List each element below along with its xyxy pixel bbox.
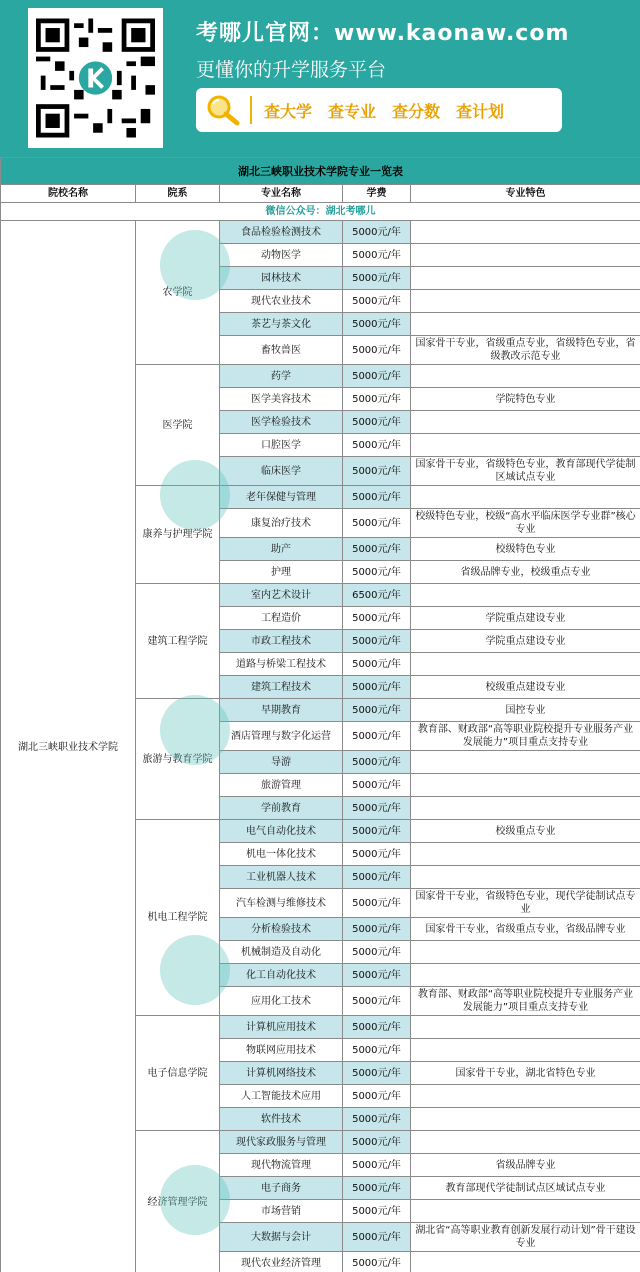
major-cell: 老年保健与管理 xyxy=(220,486,343,509)
major-cell: 早期教育 xyxy=(220,699,343,722)
feature-cell: 湖北省“高等职业教育创新发展行动计划”骨干建设专业 xyxy=(411,1223,640,1252)
fee-cell: 5000元/年 xyxy=(343,889,411,918)
major-cell: 酒店管理与数字化运营 xyxy=(220,722,343,751)
feature-cell xyxy=(411,584,640,607)
major-cell: 现代农业经济管理 xyxy=(220,1252,343,1272)
fee-cell: 5000元/年 xyxy=(343,1016,411,1039)
department-cell: 农学院 xyxy=(136,221,220,365)
search-divider xyxy=(250,96,252,124)
fee-cell: 5000元/年 xyxy=(343,1223,411,1252)
feature-cell xyxy=(411,365,640,388)
feature-cell xyxy=(411,267,640,290)
major-cell: 软件技术 xyxy=(220,1108,343,1131)
major-cell: 旅游管理 xyxy=(220,774,343,797)
fee-cell: 5000元/年 xyxy=(343,561,411,584)
major-cell: 化工自动化技术 xyxy=(220,964,343,987)
fee-cell: 5000元/年 xyxy=(343,538,411,561)
header-school: 院校名称 xyxy=(1,185,136,203)
wechat-note-row xyxy=(1,203,640,221)
fee-cell: 5000元/年 xyxy=(343,244,411,267)
fee-cell: 5000元/年 xyxy=(343,1039,411,1062)
major-cell: 药学 xyxy=(220,365,343,388)
feature-cell xyxy=(411,1085,640,1108)
major-cell: 电气自动化技术 xyxy=(220,820,343,843)
major-cell: 动物医学 xyxy=(220,244,343,267)
major-cell: 机电一体化技术 xyxy=(220,843,343,866)
feature-cell xyxy=(411,1252,640,1272)
major-cell: 导游 xyxy=(220,751,343,774)
feature-cell xyxy=(411,244,640,267)
feature-cell: 学院重点建设专业 xyxy=(411,607,640,630)
major-cell: 机械制造及自动化 xyxy=(220,941,343,964)
fee-cell: 5000元/年 xyxy=(343,964,411,987)
feature-cell: 教育部、财政部“高等职业院校提升专业服务产业发展能力”项目重点支持专业 xyxy=(411,987,640,1016)
fee-cell: 5000元/年 xyxy=(343,774,411,797)
major-cell: 茶艺与茶文化 xyxy=(220,313,343,336)
major-cell: 分析检验技术 xyxy=(220,918,343,941)
search-link-university[interactable]: 查大学 xyxy=(264,101,313,121)
major-cell: 道路与桥梁工程技术 xyxy=(220,653,343,676)
site-title: 考哪儿官网：www.kaonaw.com xyxy=(196,21,570,46)
major-cell: 畜牧兽医 xyxy=(220,336,343,365)
major-cell: 助产 xyxy=(220,538,343,561)
feature-cell: 教育部现代学徒制试点区域试点专业 xyxy=(411,1177,640,1200)
major-cell: 临床医学 xyxy=(220,457,343,486)
fee-cell: 5000元/年 xyxy=(343,336,411,365)
department-cell: 医学院 xyxy=(136,365,220,486)
feature-cell xyxy=(411,964,640,987)
major-cell: 医学美容技术 xyxy=(220,388,343,411)
header-fee: 学费 xyxy=(343,185,411,203)
fee-cell: 5000元/年 xyxy=(343,1200,411,1223)
fee-cell: 5000元/年 xyxy=(343,820,411,843)
feature-cell: 省级品牌专业 xyxy=(411,1154,640,1177)
search-links xyxy=(264,88,504,132)
fee-cell: 5000元/年 xyxy=(343,457,411,486)
feature-cell: 国控专业 xyxy=(411,699,640,722)
feature-cell xyxy=(411,411,640,434)
major-cell: 市政工程技术 xyxy=(220,630,343,653)
fee-cell: 5000元/年 xyxy=(343,313,411,336)
feature-cell xyxy=(411,434,640,457)
major-cell: 园林技术 xyxy=(220,267,343,290)
major-cell: 计算机网络技术 xyxy=(220,1062,343,1085)
major-cell: 现代物流管理 xyxy=(220,1154,343,1177)
fee-cell: 5000元/年 xyxy=(343,1154,411,1177)
fee-cell: 5000元/年 xyxy=(343,1108,411,1131)
feature-cell xyxy=(411,941,640,964)
fee-cell: 5000元/年 xyxy=(343,365,411,388)
search-icon xyxy=(204,94,244,126)
fee-cell: 5000元/年 xyxy=(343,699,411,722)
feature-cell xyxy=(411,1131,640,1154)
feature-cell xyxy=(411,843,640,866)
table-row xyxy=(1,221,640,244)
department-cell: 旅游与教育学院 xyxy=(136,699,220,820)
fee-cell: 5000元/年 xyxy=(343,941,411,964)
fee-cell: 5000元/年 xyxy=(343,653,411,676)
table-title-row xyxy=(1,158,640,185)
qr-code-icon xyxy=(36,16,155,140)
fee-cell: 5000元/年 xyxy=(343,607,411,630)
feature-cell xyxy=(411,774,640,797)
feature-cell: 学院重点建设专业 xyxy=(411,630,640,653)
feature-cell: 校级特色专业，校级“高水平临床医学专业群”核心专业 xyxy=(411,509,640,538)
feature-cell xyxy=(411,653,640,676)
search-link-plan[interactable]: 查计划 xyxy=(456,101,505,121)
fee-cell: 5000元/年 xyxy=(343,221,411,244)
feature-cell xyxy=(411,1108,640,1131)
fee-cell: 5000元/年 xyxy=(343,290,411,313)
feature-cell xyxy=(411,1039,640,1062)
feature-cell xyxy=(411,290,640,313)
fee-cell: 5000元/年 xyxy=(343,1085,411,1108)
major-cell: 应用化工技术 xyxy=(220,987,343,1016)
fee-cell: 5000元/年 xyxy=(343,1252,411,1272)
wechat-note: 微信公众号：湖北考哪儿 xyxy=(1,203,640,221)
department-cell: 电子信息学院 xyxy=(136,1016,220,1131)
qr-code xyxy=(28,8,163,148)
search-link-major[interactable]: 查专业 xyxy=(328,101,377,121)
fee-cell: 5000元/年 xyxy=(343,1177,411,1200)
feature-cell xyxy=(411,221,640,244)
feature-cell: 国家骨干专业，省级特色专业，教育部现代学徒制区域试点专业 xyxy=(411,457,640,486)
header-feature: 专业特色 xyxy=(411,185,640,203)
feature-cell: 国家骨干专业，省级重点专业，省级特色专业，省级教改示范专业 xyxy=(411,336,640,365)
site-slogan: 更懂你的升学服务平台 xyxy=(196,59,387,81)
major-cell: 大数据与会计 xyxy=(220,1223,343,1252)
feature-cell: 省级品牌专业，校级重点专业 xyxy=(411,561,640,584)
feature-cell xyxy=(411,1200,640,1223)
major-cell: 现代农业技术 xyxy=(220,290,343,313)
major-cell: 计算机应用技术 xyxy=(220,1016,343,1039)
major-cell: 护理 xyxy=(220,561,343,584)
major-cell: 康复治疗技术 xyxy=(220,509,343,538)
fee-cell: 5000元/年 xyxy=(343,630,411,653)
feature-cell: 校级重点建设专业 xyxy=(411,676,640,699)
major-cell: 建筑工程技术 xyxy=(220,676,343,699)
feature-cell xyxy=(411,1016,640,1039)
fee-cell: 5000元/年 xyxy=(343,676,411,699)
fee-cell: 5000元/年 xyxy=(343,797,411,820)
feature-cell: 国家骨干专业，省级重点专业，省级品牌专业 xyxy=(411,918,640,941)
major-cell: 工程造价 xyxy=(220,607,343,630)
major-cell: 室内艺术设计 xyxy=(220,584,343,607)
major-cell: 学前教育 xyxy=(220,797,343,820)
feature-cell: 国家骨干专业，省级特色专业，现代学徒制试点专业 xyxy=(411,889,640,918)
major-cell: 口腔医学 xyxy=(220,434,343,457)
site-header xyxy=(0,0,640,157)
fee-cell: 5000元/年 xyxy=(343,722,411,751)
header-department: 院系 xyxy=(136,185,220,203)
department-cell: 经济管理学院 xyxy=(136,1131,220,1272)
fee-cell: 5000元/年 xyxy=(343,1131,411,1154)
major-cell: 工业机器人技术 xyxy=(220,866,343,889)
fee-cell: 5000元/年 xyxy=(343,918,411,941)
fee-cell: 5000元/年 xyxy=(343,267,411,290)
feature-cell xyxy=(411,751,640,774)
feature-cell: 校级重点专业 xyxy=(411,820,640,843)
major-cell: 人工智能技术应用 xyxy=(220,1085,343,1108)
fee-cell: 5000元/年 xyxy=(343,388,411,411)
major-cell: 现代家政服务与管理 xyxy=(220,1131,343,1154)
major-cell: 医学检验技术 xyxy=(220,411,343,434)
feature-cell xyxy=(411,313,640,336)
table-header-row xyxy=(1,185,640,203)
fee-cell: 5000元/年 xyxy=(343,751,411,774)
feature-cell: 校级特色专业 xyxy=(411,538,640,561)
department-cell: 建筑工程学院 xyxy=(136,584,220,699)
fee-cell: 5000元/年 xyxy=(343,434,411,457)
fee-cell: 5000元/年 xyxy=(343,1062,411,1085)
search-bar[interactable] xyxy=(196,88,562,132)
majors-table xyxy=(0,157,640,1272)
major-cell: 食品检验检测技术 xyxy=(220,221,343,244)
feature-cell: 教育部、财政部“高等职业院校提升专业服务产业发展能力”项目重点支持专业 xyxy=(411,722,640,751)
fee-cell: 5000元/年 xyxy=(343,866,411,889)
major-cell: 市场营销 xyxy=(220,1200,343,1223)
feature-cell: 学院特色专业 xyxy=(411,388,640,411)
department-cell: 康养与护理学院 xyxy=(136,486,220,584)
feature-cell xyxy=(411,797,640,820)
fee-cell: 5000元/年 xyxy=(343,987,411,1016)
major-cell: 电子商务 xyxy=(220,1177,343,1200)
major-cell: 汽车检测与维修技术 xyxy=(220,889,343,918)
fee-cell: 5000元/年 xyxy=(343,843,411,866)
search-link-score[interactable]: 查分数 xyxy=(392,101,441,121)
feature-cell xyxy=(411,486,640,509)
fee-cell: 5000元/年 xyxy=(343,411,411,434)
feature-cell xyxy=(411,866,640,889)
fee-cell: 5000元/年 xyxy=(343,486,411,509)
department-cell: 机电工程学院 xyxy=(136,820,220,1016)
fee-cell: 5000元/年 xyxy=(343,509,411,538)
feature-cell: 国家骨干专业，湖北省特色专业 xyxy=(411,1062,640,1085)
school-cell: 湖北三峡职业技术学院 xyxy=(1,221,136,1272)
major-cell: 物联网应用技术 xyxy=(220,1039,343,1062)
fee-cell: 6500元/年 xyxy=(343,584,411,607)
header-major: 专业名称 xyxy=(220,185,343,203)
table-title: 湖北三峡职业技术学院专业一览表 xyxy=(1,158,640,185)
